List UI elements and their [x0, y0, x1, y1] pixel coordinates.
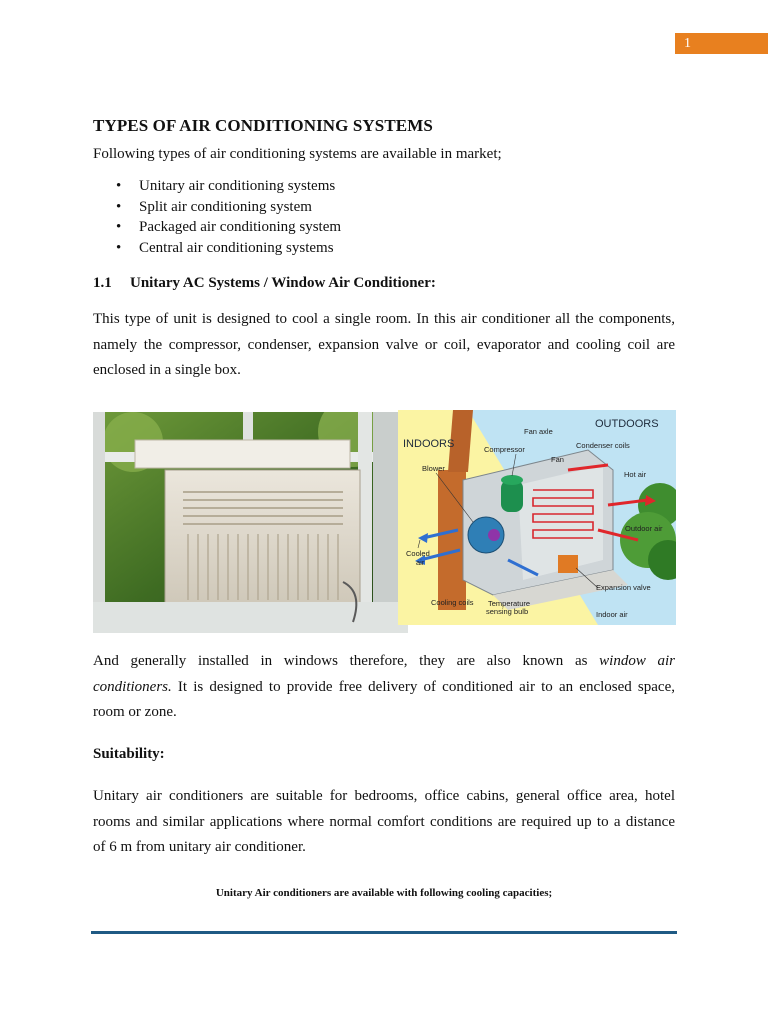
- diagram-label-indoor-air: Indoor air: [596, 610, 628, 619]
- bullet-icon: •: [116, 198, 122, 215]
- diagram-label-hot-air: Hot air: [624, 470, 647, 479]
- diagram-label-temperature: Temperature: [488, 599, 531, 608]
- diagram-label-cooled: Cooled: [406, 549, 430, 558]
- diagram-label-fan: Fan: [551, 455, 564, 464]
- bullet-icon: •: [116, 178, 122, 194]
- page-number-tab: [675, 33, 768, 54]
- list-item: • Packaged air conditioning system: [93, 217, 341, 238]
- diagram-label-sensing-bulb: sensing bulb: [486, 607, 529, 616]
- bullet-icon: •: [116, 219, 122, 235]
- page-title: TYPES OF AIR CONDITIONING SYSTEMS: [93, 116, 433, 135]
- list-item: • Central air conditioning systems: [93, 238, 341, 259]
- diagram-label-indoors: INDOORS: [403, 438, 455, 450]
- bullet-icon: •: [116, 239, 122, 256]
- ac-types-list: [93, 176, 341, 258]
- paragraph-suitability: Unitary air conditioners are suitable for bedrooms, office cabins, general office area, hotel rooms and similar applications where normal comfort conditions are required up to a distance of 6 m from unitary air conditioner.: [93, 788, 675, 855]
- diagram-label-condenser-coils: Condenser coils: [576, 441, 630, 450]
- page-number: 1: [684, 36, 691, 51]
- section-title: Unitary AC Systems / Window Air Conditioner:: [130, 275, 436, 291]
- paragraph-unitary-description: This type of unit is designed to cool a single room. In this air conditioner all the components, namely the compressor, condenser, expansion valve or coil, evaporator and cooling coil are enclosed in a single box.: [93, 311, 675, 378]
- diagram-label-air: air: [416, 558, 425, 567]
- suitability-heading: Suitability:: [93, 746, 165, 762]
- footer-rule: [91, 931, 677, 934]
- diagram-label-outdoors: OUTDOORS: [595, 418, 659, 430]
- intro-text: Following types of air conditioning systems are available in market;: [93, 146, 502, 162]
- list-item: • Unitary air conditioning systems: [93, 176, 341, 197]
- capacities-caption: Unitary Air conditioners are available with following cooling capacities;: [215, 887, 553, 899]
- paragraph-window-ac: And generally installed in windows therefore, they are also known as window air conditioners. It is designed to provide free delivery of conditioned air to an enclosed space, room or zone.: [93, 653, 675, 720]
- diagram-label-outdoor-air: Outdoor air: [625, 524, 663, 533]
- section-heading: [93, 275, 436, 292]
- window-ac-photo: [93, 412, 408, 633]
- window-ac-diagram: [398, 410, 676, 625]
- list-item: • Split air conditioning system: [93, 197, 341, 218]
- diagram-label-compressor: Compressor: [484, 445, 525, 454]
- diagram-label-expansion-valve: Expansion valve: [596, 583, 651, 592]
- diagram-label-blower: Blower: [422, 464, 445, 473]
- diagram-label-fan-axle: Fan axle: [524, 427, 553, 436]
- section-number: 1.1: [93, 275, 112, 291]
- diagram-label-cooling-coils: Cooling coils: [431, 598, 474, 607]
